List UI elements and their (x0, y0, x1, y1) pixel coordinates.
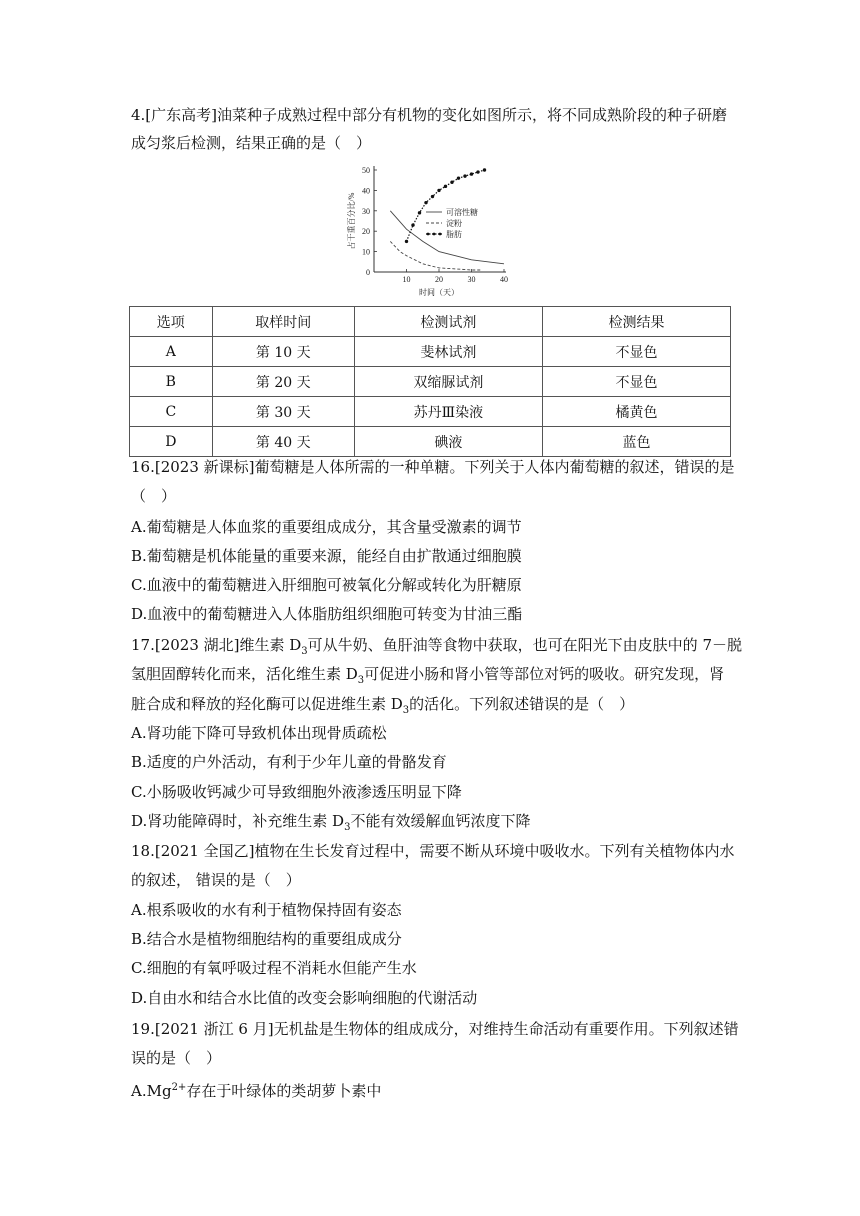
q4-chart-svg (338, 158, 518, 304)
x-tick-label: 40 (500, 275, 508, 284)
q18-option-c: C.细胞的有氧呼吸过程不消耗水但能产生水 (131, 959, 417, 977)
y-tick-label: 50 (362, 166, 370, 175)
x-axis-label: 时间（天） (419, 288, 459, 297)
legend-label: 脂肪 (446, 230, 462, 239)
table-cell: A (130, 337, 213, 367)
table-cell: 斐林试剂 (354, 337, 542, 367)
q17-stem-line-2: 氢胆固醇转化而来，活化维生素 $D_3$可促进小肠和肾小管等部位对钙的吸收。研究发现，肾 (131, 665, 725, 686)
table-cell: 苏丹Ⅲ染液 (354, 397, 542, 427)
table-cell: 橘黄色 (542, 397, 730, 427)
y-tick-label: 10 (362, 247, 370, 257)
q19-stem-line-1: 19.[2021 浙江 6 月]无机盐是生物体的组成成分，对维持生命活动有重要作用。下列叙述错 (131, 1020, 739, 1038)
table-header-row (130, 307, 731, 337)
table-header-cell: 检测结果 (542, 307, 730, 337)
q18-option-d: D.自由水和结合水比值的改变会影响细胞的代谢活动 (131, 989, 478, 1007)
y-tick-label: 30 (362, 206, 370, 216)
q4-chart (338, 158, 518, 304)
q18-stem-line-2: 的叙述， 错误的是（ ） (131, 871, 301, 889)
table-row (130, 427, 731, 457)
table-cell: 第 30 天 (212, 397, 354, 427)
table-header-cell: 检测试剂 (354, 307, 542, 337)
data-point (437, 189, 440, 192)
table-row (130, 367, 731, 397)
q17-option-b: B.适度的户外活动，有利于少年儿童的骨骼发育 (131, 753, 447, 771)
data-point (457, 176, 460, 179)
series-line-1 (390, 241, 481, 270)
data-point (411, 223, 414, 226)
data-point (431, 195, 434, 198)
q19-option-a: $A.Mg^{2+}$存在于叶绿体的类胡萝卜素中 (131, 1082, 382, 1100)
q18-stem-line-1: 18.[2021 全国乙]植物在生长发育过程中，需要不断从环境中吸收水。下列有关植物体内水 (131, 842, 735, 860)
table-cell: 不显色 (542, 367, 730, 397)
table-cell: 不显色 (542, 337, 730, 367)
data-point (424, 201, 427, 204)
table-cell: 双缩脲试剂 (354, 367, 542, 397)
q17-stem-line-3: 脏合成和释放的羟化酶可以促进维生素 $D_3$的活化。下列叙述错误的是（ ） (131, 695, 635, 716)
y-tick-label: 40 (362, 186, 370, 196)
table-cell: 第 40 天 (212, 427, 354, 457)
y-tick-label: 0 (366, 268, 370, 277)
q17-stem-line-1: 17.[2023 湖北]维生素 $D_3$可从牛奶、鱼肝油等食物中获取，也可在阳光下由皮肤中的 7－脱 (131, 636, 742, 657)
q18-option-b: B.结合水是植物细胞结构的重要组成成分 (131, 930, 402, 948)
x-tick-label: 20 (435, 275, 443, 284)
table-cell: B (130, 367, 213, 397)
q16-option-a: A.葡萄糖是人体血浆的重要组成成分，其含量受激素的调节 (131, 518, 522, 536)
q16-option-d: D.血液中的葡萄糖进入人体脂肪组织细胞可转变为甘油三酯 (131, 605, 523, 623)
q16-option-b: B.葡萄糖是机体能量的重要来源，能经自由扩散通过细胞膜 (131, 547, 522, 565)
q17-option-a: A.肾功能下降可导致机体出现骨质疏松 (131, 724, 387, 742)
table-cell: C (130, 397, 213, 427)
q4-stem-line-2: 成匀浆后检测，结果正确的是（ ） (131, 134, 372, 152)
table-header-cell: 选项 (130, 307, 213, 337)
data-point (483, 168, 486, 171)
legend-marker (427, 233, 430, 236)
q17-option-c: C.小肠吸收钙减少可导致细胞外液渗透压明显下降 (131, 783, 462, 801)
legend-label: 淀粉 (446, 219, 462, 228)
data-point (450, 181, 453, 184)
q18-option-a: A.根系吸收的水有利于植物保持固有姿态 (131, 901, 402, 919)
q4-stem-line-1: 4.[广东高考]油菜种子成熟过程中部分有机物的变化如图所示，将不同成熟阶段的种子研磨 (131, 106, 728, 124)
q16-stem-line-1: 16.[2023 新课标]葡萄糖是人体所需的一种单糖。下列关于人体内葡萄糖的叙述，错误的是 (131, 458, 735, 476)
table-row (130, 337, 731, 367)
x-tick-label: 30 (467, 275, 476, 284)
table-row (130, 397, 731, 427)
data-point (470, 172, 473, 175)
table-cell: D (130, 427, 213, 457)
q16-option-c: C.血液中的葡萄糖进入肝细胞可被氧化分解或转化为肝糖原 (131, 576, 522, 594)
data-point (444, 185, 447, 188)
x-tick-label: 10 (402, 275, 411, 284)
data-point (476, 170, 479, 173)
q16-stem-line-2: （ ） (131, 487, 177, 505)
table-cell: 第 10 天 (212, 337, 354, 367)
y-tick-label: 20 (362, 227, 370, 237)
table-cell: 蓝色 (542, 427, 730, 457)
q4-options-table (129, 306, 731, 457)
table-header-cell: 取样时间 (212, 307, 354, 337)
legend-marker (433, 233, 436, 236)
data-point (418, 211, 421, 214)
q17-option-d: D.肾功能障碍时，补充维生素 $D_3$不能有效缓解血钙浓度下降 (131, 812, 531, 833)
q19-stem-line-2: 误的是（ ） (131, 1049, 222, 1067)
legend-label: 可溶性糖 (446, 208, 478, 217)
table-cell: 碘液 (354, 427, 542, 457)
table-cell: 第 20 天 (212, 367, 354, 397)
y-axis-label: 占干重百分比/% (347, 192, 356, 250)
data-point (405, 240, 408, 243)
data-point (463, 174, 466, 177)
legend-marker (439, 233, 442, 236)
